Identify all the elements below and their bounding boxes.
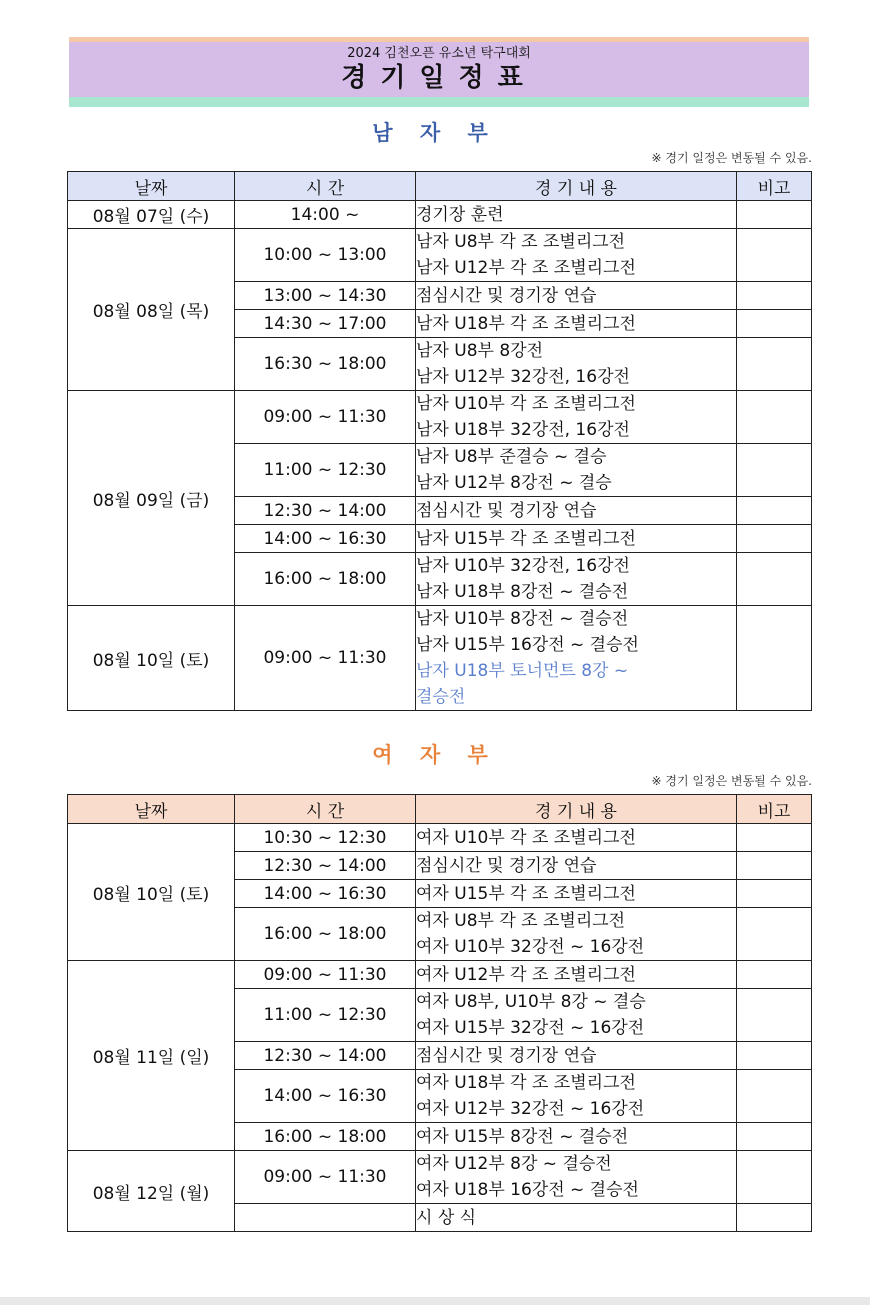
tournament-name: 2024 김천오픈 유소년 탁구대회	[347, 46, 531, 61]
note-cell	[737, 1123, 812, 1151]
event-line: 점심시간 및 경기장 연습	[416, 1045, 597, 1066]
event-line: 남자 U15부 16강전 ~ 결승전	[416, 635, 639, 655]
event-cell	[416, 606, 737, 711]
note-cell	[737, 1151, 812, 1204]
date-cell: 08월 10일 (토)	[68, 824, 235, 961]
time-cell	[235, 1204, 416, 1232]
event-cell	[416, 553, 737, 606]
note-cell	[737, 824, 812, 852]
time-cell: 12:30 ~ 14:00	[235, 497, 416, 525]
event-cell	[416, 1042, 737, 1070]
event-line: 여자 U15부 각 조 조별리그전	[416, 883, 636, 904]
event-cell	[416, 525, 737, 553]
event-line: 여자 U8부 각 조 조별리그전	[416, 911, 626, 931]
event-cell	[416, 852, 737, 880]
time-cell: 14:00 ~ 16:30	[235, 525, 416, 553]
event-line: 시 상 식	[416, 1207, 477, 1228]
event-cell	[416, 444, 737, 497]
event-line: 남자 U8부 각 조 조별리그전	[416, 232, 626, 252]
time-cell: 12:30 ~ 14:00	[235, 852, 416, 880]
event-line-highlight: 남자 U18부 토너먼트 8강 ~	[416, 661, 629, 681]
event-cell	[416, 391, 737, 444]
event-line: 점심시간 및 경기장 연습	[416, 855, 597, 876]
event-cell	[416, 310, 737, 338]
event-line: 여자 U15부 32강전 ~ 16강전	[416, 1018, 645, 1038]
date-cell: 08월 12일 (월)	[68, 1151, 235, 1232]
note-cell	[737, 1204, 812, 1232]
note-cell	[737, 989, 812, 1042]
event-line: 여자 U12부 32강전 ~ 16강전	[416, 1099, 645, 1119]
event-cell	[416, 201, 737, 229]
time-cell: 09:00 ~ 11:30	[235, 961, 416, 989]
time-cell: 14:30 ~ 17:00	[235, 310, 416, 338]
note-cell	[737, 391, 812, 444]
event-cell	[416, 1204, 737, 1232]
header-time: 시 간	[235, 172, 416, 201]
time-cell: 16:30 ~ 18:00	[235, 338, 416, 391]
time-cell: 11:00 ~ 12:30	[235, 444, 416, 497]
note-cell	[737, 310, 812, 338]
event-line: 여자 U12부 8강 ~ 결승전	[416, 1154, 612, 1174]
event-line: 남자 U8부 8강전	[416, 341, 543, 361]
event-line: 남자 U8부 준결승 ~ 결승	[416, 447, 607, 467]
female-section-title: 여 자 부	[372, 743, 498, 767]
date-cell: 08월 08일 (목)	[68, 229, 235, 391]
time-cell: 16:00 ~ 18:00	[235, 553, 416, 606]
event-line: 남자 U10부 32강전, 16강전	[416, 556, 630, 576]
event-line: 남자 U12부 32강전, 16강전	[416, 367, 630, 387]
event-line: 남자 U12부 8강전 ~ 결승	[416, 473, 612, 493]
event-cell	[416, 1151, 737, 1204]
banner-bottom-stripe	[69, 97, 809, 107]
header-time: 시 간	[235, 795, 416, 824]
table-row	[68, 824, 812, 852]
event-cell	[416, 282, 737, 310]
time-cell: 09:00 ~ 11:30	[235, 606, 416, 711]
event-line: 여자 U18부 각 조 조별리그전	[416, 1073, 636, 1093]
header-date: 날짜	[68, 795, 235, 824]
note-cell	[737, 338, 812, 391]
event-line: 남자 U10부 각 조 조별리그전	[416, 394, 636, 414]
table-header-row	[68, 795, 812, 824]
time-cell: 09:00 ~ 11:30	[235, 1151, 416, 1204]
event-cell	[416, 1070, 737, 1123]
event-line: 여자 U10부 각 조 조별리그전	[416, 827, 636, 848]
event-cell	[416, 824, 737, 852]
event-cell	[416, 961, 737, 989]
note-cell	[737, 201, 812, 229]
header-note: 비고	[737, 172, 812, 201]
event-cell	[416, 229, 737, 282]
table-row	[68, 201, 812, 229]
event-line: 여자 U18부 16강전 ~ 결승전	[416, 1180, 639, 1200]
event-cell	[416, 908, 737, 961]
time-cell: 14:00 ~ 16:30	[235, 1070, 416, 1123]
note-cell	[737, 497, 812, 525]
note-cell	[737, 852, 812, 880]
table-header-row	[68, 172, 812, 201]
time-cell: 13:00 ~ 14:30	[235, 282, 416, 310]
note-cell	[737, 229, 812, 282]
time-cell: 10:00 ~ 13:00	[235, 229, 416, 282]
note-cell	[737, 525, 812, 553]
event-line: 여자 U15부 8강전 ~ 결승전	[416, 1126, 629, 1147]
event-cell	[416, 338, 737, 391]
male-schedule-notice: ※ 경기 일정은 변동될 수 있음.	[651, 151, 812, 165]
event-cell	[416, 880, 737, 908]
event-line: 남자 U18부 32강전, 16강전	[416, 420, 630, 440]
note-cell	[737, 444, 812, 497]
table-row	[68, 391, 812, 444]
event-cell	[416, 1123, 737, 1151]
time-cell: 11:00 ~ 12:30	[235, 989, 416, 1042]
banner-middle	[69, 42, 809, 97]
time-cell: 12:30 ~ 14:00	[235, 1042, 416, 1070]
event-cell	[416, 497, 737, 525]
event-line: 점심시간 및 경기장 연습	[416, 285, 597, 306]
date-cell: 08월 11일 (일)	[68, 961, 235, 1151]
time-cell: 14:00 ~ 16:30	[235, 880, 416, 908]
header-date: 날짜	[68, 172, 235, 201]
table-row	[68, 1151, 812, 1204]
male-schedule-table	[67, 171, 812, 711]
table-row	[68, 229, 812, 282]
header-event: 경 기 내 용	[416, 795, 737, 824]
time-cell: 14:00 ~	[235, 201, 416, 229]
event-line: 여자 U12부 각 조 조별리그전	[416, 964, 636, 985]
event-line: 남자 U10부 8강전 ~ 결승전	[416, 609, 629, 629]
date-cell: 08월 07일 (수)	[68, 201, 235, 229]
event-cell	[416, 989, 737, 1042]
date-cell: 08월 09일 (금)	[68, 391, 235, 606]
note-cell	[737, 1042, 812, 1070]
event-line: 점심시간 및 경기장 연습	[416, 500, 597, 521]
bottom-bar	[0, 1297, 870, 1305]
time-cell: 09:00 ~ 11:30	[235, 391, 416, 444]
note-cell	[737, 1070, 812, 1123]
note-cell	[737, 880, 812, 908]
date-cell: 08월 10일 (토)	[68, 606, 235, 711]
note-cell	[737, 961, 812, 989]
time-cell: 16:00 ~ 18:00	[235, 908, 416, 961]
event-line: 남자 U15부 각 조 조별리그전	[416, 528, 636, 549]
male-section-title: 남 자 부	[372, 121, 498, 145]
schedule-title: 경기일정표	[341, 63, 537, 93]
time-cell: 10:30 ~ 12:30	[235, 824, 416, 852]
header-note: 비고	[737, 795, 812, 824]
female-schedule-table	[67, 794, 812, 1232]
event-line: 남자 U18부 각 조 조별리그전	[416, 313, 636, 334]
female-schedule-notice: ※ 경기 일정은 변동될 수 있음.	[651, 774, 812, 788]
note-cell	[737, 553, 812, 606]
table-row	[68, 606, 812, 711]
time-cell: 16:00 ~ 18:00	[235, 1123, 416, 1151]
event-line: 여자 U10부 32강전 ~ 16강전	[416, 937, 645, 957]
event-line: 경기장 훈련	[416, 204, 504, 225]
table-row	[68, 961, 812, 989]
header-event: 경 기 내 용	[416, 172, 737, 201]
note-cell	[737, 908, 812, 961]
title-banner	[69, 37, 809, 107]
event-line-highlight: 결승전	[416, 687, 466, 707]
event-line: 남자 U18부 8강전 ~ 결승전	[416, 582, 629, 602]
note-cell	[737, 606, 812, 711]
note-cell	[737, 282, 812, 310]
event-line: 남자 U12부 각 조 조별리그전	[416, 258, 636, 278]
event-line: 여자 U8부, U10부 8강 ~ 결승	[416, 992, 646, 1012]
